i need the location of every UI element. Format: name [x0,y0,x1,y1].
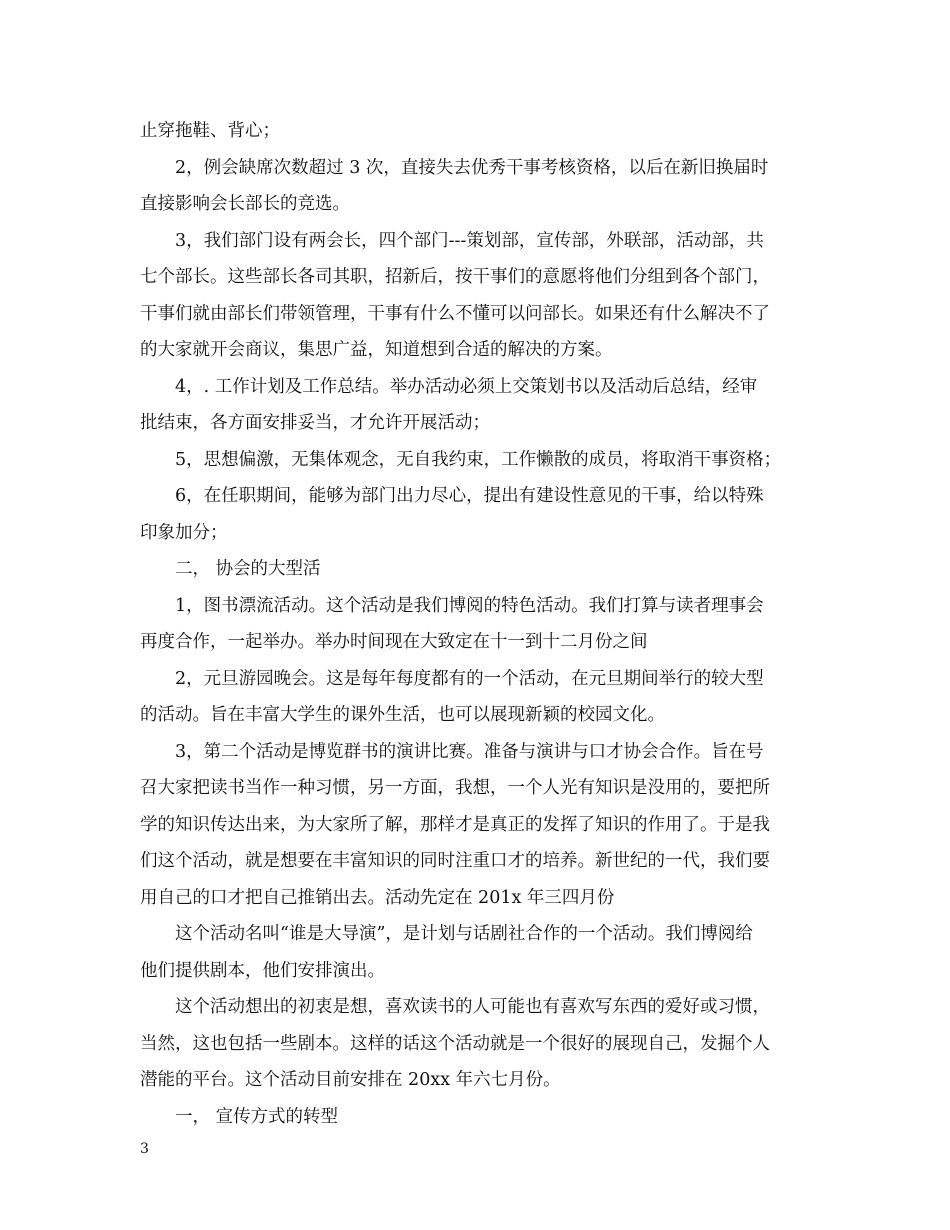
text-line: 这个活动名叫“谁是大导演”，是计划与话剧社合作的一个活动。我们博阅给 [175,924,753,944]
text-line: 的大家就开会商议，集思广益，知道想到合适的解决的方案。 [140,340,613,360]
text-line: 2，例会缺席次数超过 3 次，直接失去优秀干事考核资格，以后在新旧换届时 [175,157,769,178]
text-line: 用自己的口才把自己推销出去。活动先定在 201x 年三四月份 [140,887,615,908]
text-line: 止穿拖鞋、背心； [140,121,280,141]
text-line: 潜能的平台。这个活动目前安排在 20xx 年六七月份。 [140,1070,561,1090]
page-number: 3 [140,1141,149,1157]
body-text [140,113,820,1135]
text-line: 5，思想偏激，无集体观念，无自我约束，工作懒散的成员，将取消干事资格； [175,449,782,470]
text-line: 他们提供剧本，他们安排演出。 [140,960,385,981]
text-line: 们这个活动，就是想要在丰富知识的同时注重口才的培养。新世纪的一代，我们要 [140,851,770,871]
section-heading: 二， 协会的大型活 [175,559,321,579]
text-line: 印象加分； [140,522,228,543]
text-line: 这个活动想出的初衷是想，喜欢读书的人可能也有喜欢写东西的爱好或习惯， [175,997,770,1017]
section-heading: 一， 宣传方式的转型 [175,1106,339,1127]
text-line: 再度合作，一起举办。举办时间现在大致定在十一到十二月份之间 [140,632,648,652]
text-line: 批结束，各方面安排妥当，才允许开展活动； [140,413,490,433]
text-line: 3，我们部门设有两会长，四个部门---策划部，宣传部，外联部，活动部，共 [175,230,764,251]
text-line: 3，第二个活动是博览群书的演讲比赛。准备与演讲与口才协会合作。旨在号 [175,741,764,762]
text-line: 的活动。旨在丰富大学生的课外生活，也可以展现新颖的校园文化。 [140,705,665,725]
text-line: 2，元旦游园晚会。这是每年每度都有的一个活动，在元旦期间举行的较大型 [175,668,764,689]
text-line: 干事们就由部长们带领管理，干事有什么不懂可以问部长。如果还有什么解决不了 [140,303,770,324]
text-line: 当然，这也包括一些剧本。这样的话这个活动就是一个很好的展现自己，发掘个人 [140,1033,770,1054]
text-line: 直接影响会长部长的竞选。 [140,194,350,214]
text-line: 召大家把读书当作一种习惯，另一方面，我想，一个人光有知识是没用的，要把所 [140,778,770,798]
text-line: 4，. 工作计划及工作总结。举办活动必须上交策划书以及活动后总结，经审 [175,376,758,397]
text-line: 1，图书漂流活动。这个活动是我们博阅的特色活动。我们打算与读者理事会 [175,595,764,616]
text-line: 七个部长。这些部长各司其职，招新后，按干事们的意愿将他们分组到各个部门， [140,267,770,287]
text-line: 学的知识传达出来，为大家所了解，那样才是真正的发挥了知识的作用了。于是我 [140,814,770,835]
text-line: 6，在任职期间，能够为部门出力尽心，提出有建设性意见的干事，给以特殊 [175,486,764,506]
